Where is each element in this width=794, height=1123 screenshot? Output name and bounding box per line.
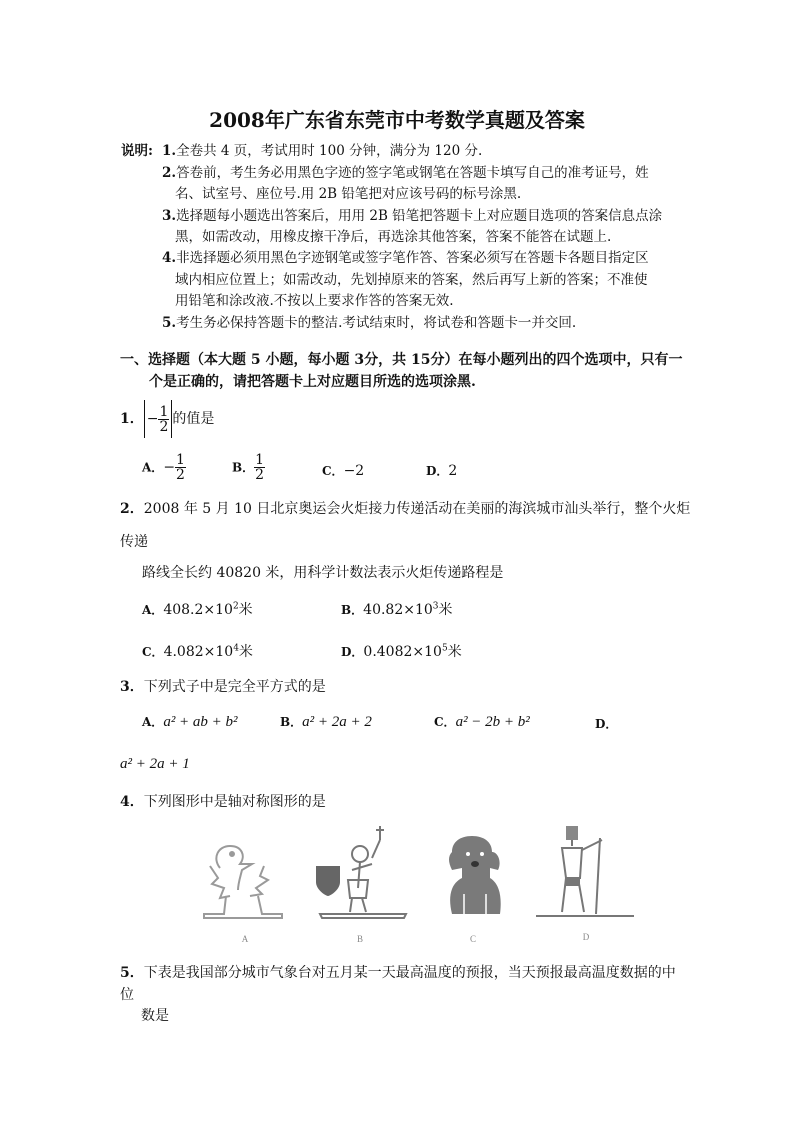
unit: 米	[238, 602, 253, 618]
note-2-cont: 名、试室号、座位号.用 2B 铅笔把对应该号码的标号涂黑.	[175, 186, 522, 202]
q3-option-b	[280, 713, 372, 731]
fraction-numerator: 1	[255, 452, 265, 468]
question-number: 2．	[120, 501, 144, 517]
option-label: B．	[280, 715, 303, 729]
question-number: 4．	[120, 794, 144, 810]
minus-sign: −	[163, 459, 176, 476]
unit: 米	[438, 602, 453, 618]
fraction-denominator: 2	[255, 467, 265, 483]
q3-option-a	[142, 713, 238, 731]
note-4-cont-2: 用铅笔和涂改液.不按以上要求作答的答案无效.	[175, 293, 454, 309]
exponent: 3	[432, 601, 439, 612]
figure-b-shield	[316, 866, 340, 896]
section-heading: 一、选择题（本大题 5 小题，每小题 3分，共 15分）在每小题列出的四个选项中，只有一	[120, 352, 683, 368]
question-5-cont: 位	[120, 987, 134, 1003]
note-text: 选择题每小题选出答案后，用用 2B 铅笔把答题卡上对应题目选项的答案信息点涂	[176, 208, 663, 224]
option-label: C．	[142, 645, 164, 659]
note-1	[162, 139, 482, 159]
figure-label-a: A	[241, 934, 249, 944]
figure-label-d: D	[582, 932, 590, 942]
question-number: 5．	[120, 965, 144, 981]
note-number: 1.	[162, 143, 177, 159]
unit: 米	[238, 644, 253, 660]
fraction	[158, 405, 169, 434]
note-2	[162, 161, 649, 181]
option-label: A．	[142, 603, 164, 617]
note-5	[162, 311, 576, 331]
note-text: 全卷共 4 页，考试用时 100 分钟，满分为 120 分.	[176, 143, 483, 159]
note-number: 2.	[162, 165, 177, 181]
note-3-cont: 黑，如需改动，用橡皮擦干净后，再选涂其他答案，答案不能答在试题上.	[175, 229, 612, 245]
q2-option-b	[341, 599, 453, 619]
q1-option-c	[322, 462, 364, 479]
q2-option-c	[142, 641, 253, 661]
option-expression: a² + ab + b²	[163, 714, 238, 730]
exponent: 2	[232, 601, 239, 612]
question-2	[120, 498, 690, 518]
option-value: 4.082×10	[163, 644, 234, 660]
q1-option-d	[426, 462, 457, 479]
figure-d-belt	[566, 878, 580, 886]
figure-d-image	[536, 826, 634, 916]
exponent: 4	[233, 643, 239, 654]
note-number: 5.	[162, 315, 177, 331]
q4-figures	[190, 818, 650, 950]
q2-option-d	[341, 641, 462, 661]
absolute-value-expression	[144, 400, 173, 438]
page-title: 2008年广东省东莞市中考数学真题及答案	[209, 108, 585, 132]
question-4	[120, 791, 326, 811]
option-expression: a² + 2a + 2	[302, 714, 372, 730]
section-heading-cont: 个是正确的，请把答题卡上对应题目所选的选项涂黑.	[149, 374, 476, 390]
question-number: 3．	[120, 679, 144, 695]
minus-sign: −	[146, 411, 159, 427]
option-label: A．	[142, 715, 164, 729]
note-number: 3.	[162, 208, 177, 224]
note-4	[162, 246, 649, 266]
option-value: −2	[343, 463, 365, 479]
q1-option-a	[142, 453, 186, 482]
figure-c-image	[449, 836, 501, 914]
question-text: 下列图形中是轴对称图形的是	[143, 794, 326, 810]
fraction-numerator: 1	[159, 403, 169, 420]
figure-a-image	[204, 846, 282, 918]
question-2-cont-2: 路线全长约 40820 米，用科学计数法表示火炬传递路程是	[142, 565, 504, 581]
note-text: 考生务必保持答题卡的整洁.考试结束时，将试卷和答题卡一并交回.	[176, 315, 577, 331]
option-label: A．	[142, 460, 164, 475]
option-value: 408.2×10	[163, 602, 233, 618]
question-1	[120, 400, 214, 438]
question-5-cont-2: 数是	[141, 1008, 169, 1024]
option-value: 40.82×10	[363, 602, 433, 618]
question-5	[120, 962, 676, 982]
question-text: 下列式子中是完全平方式的是	[143, 679, 326, 695]
fraction	[254, 453, 265, 482]
question-text: 2008 年 5 月 10 日北京奥运会火炬接力传递活动在美丽的海滨城市汕头举行，整个火炬	[143, 501, 691, 517]
question-2-cont: 传递	[120, 534, 148, 550]
option-label: C．	[434, 715, 456, 729]
option-label: B．	[232, 460, 255, 475]
note-4-cont-1: 域内相应位置上；如需改动，先划掉原来的答案，然后再写上新的答案；不准使	[175, 272, 648, 288]
q3-option-d-expression: a² + 2a + 1	[120, 756, 190, 772]
question-3	[120, 676, 326, 696]
q2-option-a	[142, 599, 253, 619]
option-value: 0.4082×10	[363, 644, 442, 660]
note-text: 非选择题必须用黑色字迹钢笔或签字笔作答、答案必须写在答题卡各题目指定区	[176, 250, 649, 266]
option-value: 2	[448, 463, 458, 479]
question-text: 下表是我国部分城市气象台对五月某一天最高温度的预报，当天预报最高温度数据的中	[143, 965, 676, 981]
q3-option-c	[434, 713, 530, 731]
notes-label: 说明:	[121, 143, 153, 159]
note-text: 答卷前，考生务必用黑色字迹的签字笔或钢笔在答题卡填写自己的准考证号，姓	[176, 165, 649, 181]
option-label: D．	[426, 464, 449, 478]
q1-option-b	[232, 453, 265, 482]
question-number: 1．	[120, 411, 144, 427]
fraction-denominator: 2	[176, 467, 185, 483]
option-label: D．	[341, 645, 364, 659]
q3-option-d-label: D．	[595, 717, 618, 731]
figure-label-b: B	[356, 934, 364, 944]
option-expression: a² − 2b + b²	[455, 714, 530, 730]
note-3	[162, 204, 662, 224]
figure-label-c: C	[469, 934, 477, 944]
unit: 米	[447, 644, 462, 660]
fraction-denominator: 2	[159, 418, 169, 435]
fraction-numerator: 1	[176, 452, 185, 468]
exponent: 5	[441, 643, 448, 654]
question-text: 的值是	[172, 411, 215, 427]
note-number: 4.	[162, 250, 177, 266]
option-label: B．	[341, 603, 364, 617]
option-label: C．	[322, 464, 344, 478]
fraction	[175, 453, 186, 482]
